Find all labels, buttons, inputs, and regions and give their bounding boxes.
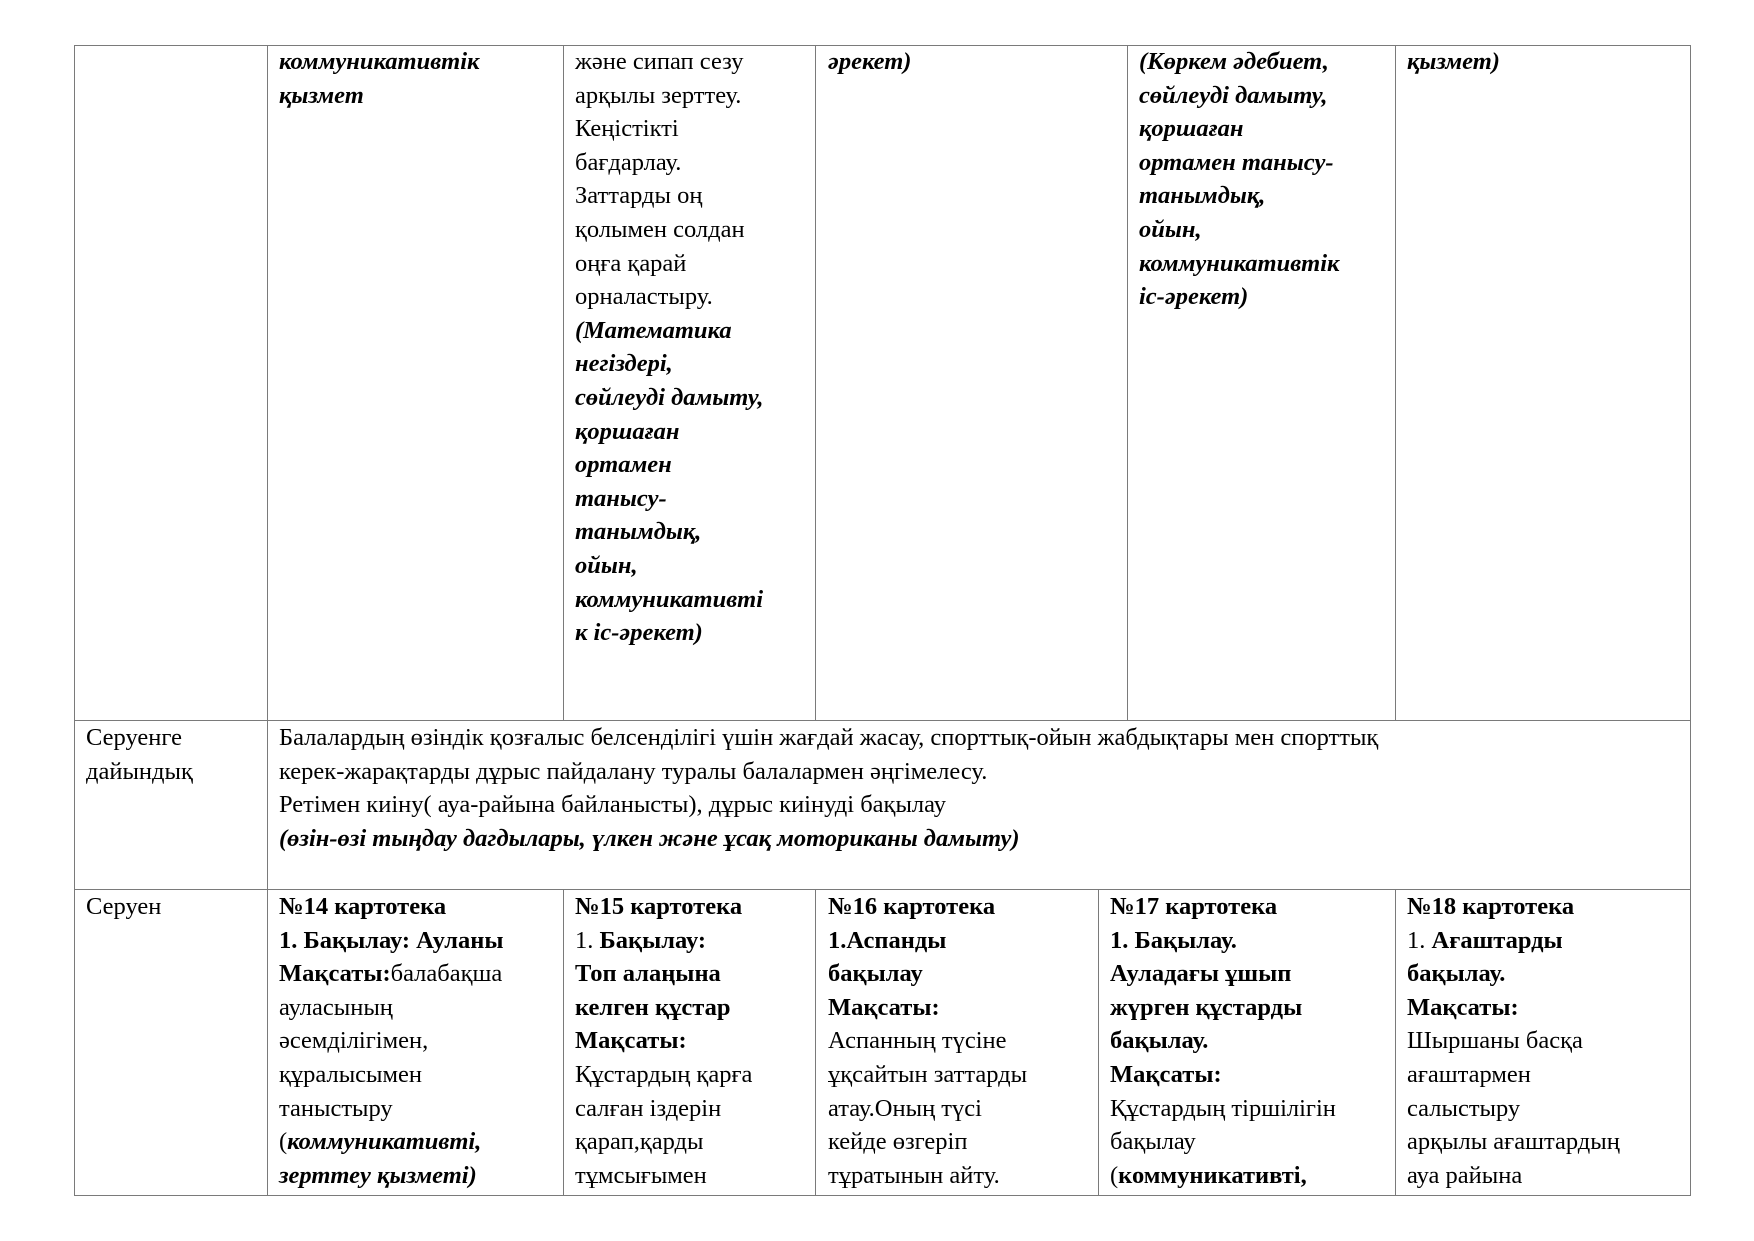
text-run: бақылау. — [1110, 1027, 1209, 1055]
text-run: ауласының — [279, 993, 393, 1021]
cell-line: Кеңістікті — [575, 115, 679, 143]
column-divider-3-bottom — [815, 889, 816, 1196]
cell-line: танысу- — [575, 484, 667, 512]
text-run: Мақсаты: — [279, 960, 391, 988]
text-run: №14 картотека — [279, 893, 447, 920]
text-run: кейде өзгеріп — [828, 1128, 968, 1156]
cell-line — [279, 1024, 504, 1058]
cell-line: (өзін-өзі тыңдау дагдылары, үлкен және ұсақ моториканы дамыту) — [279, 824, 1020, 852]
cell-line — [1407, 991, 1620, 1025]
text-run: Мақсаты: — [1110, 1060, 1222, 1088]
text-run: зерттеу қызметі) — [279, 1161, 477, 1189]
card-15-cell — [575, 890, 752, 1192]
text-run: жүрген құстарды — [1110, 993, 1303, 1021]
text-run: ауа райына — [1407, 1161, 1523, 1189]
text-run: 1. Бақылау: Ауланы — [279, 926, 504, 954]
cell-line — [828, 1058, 1027, 1092]
column-divider-2-top — [563, 45, 564, 721]
cell-line — [575, 991, 752, 1025]
column-divider-1 — [267, 45, 268, 1196]
row1-integration-cell — [1139, 45, 1339, 314]
table-border-left — [74, 45, 75, 1196]
text-run: ұқсайтын заттарды — [828, 1060, 1028, 1088]
cell-line — [1110, 890, 1336, 924]
text-run: коммуникативті, — [287, 1128, 482, 1156]
cell-line — [575, 1159, 752, 1193]
cell-line — [1407, 1058, 1620, 1092]
cell-line — [1110, 1159, 1336, 1193]
text-run: Мақсаты: — [1407, 993, 1519, 1021]
cell-line: арқылы зерттеу. — [575, 81, 742, 109]
text-run: бақылау — [828, 960, 923, 988]
cell-line — [828, 1092, 1027, 1126]
walk-label — [86, 890, 161, 924]
cell-line — [279, 890, 504, 924]
cell-line: ортамен — [575, 451, 672, 479]
text-run: Ағаштарды — [1431, 926, 1563, 954]
cell-line — [279, 1159, 504, 1193]
cell-line — [279, 1092, 504, 1126]
card-16-cell — [828, 890, 1027, 1192]
text-run: тұмсығымен — [575, 1161, 707, 1189]
cell-line — [1110, 1058, 1336, 1092]
cell-line: қызмет) — [1407, 48, 1500, 75]
card-14-cell — [279, 890, 504, 1192]
text-run: құралысымен — [279, 1060, 423, 1088]
text-run: №16 картотека — [828, 893, 996, 920]
cell-line — [1407, 890, 1620, 924]
cell-line: орналастыру. — [575, 283, 713, 311]
cell-line — [279, 957, 504, 991]
cell-line — [575, 957, 752, 991]
cell-line — [279, 1058, 504, 1092]
cell-line: ортамен танысу- — [1139, 148, 1334, 176]
cell-line: қоршаған — [1139, 115, 1244, 143]
column-divider-4-top — [1127, 45, 1128, 721]
cell-line: қоршаған — [575, 417, 680, 445]
row1-activity-end-cell — [828, 45, 911, 79]
walk-preparation-content — [279, 721, 1378, 855]
cell-line: (Математика — [575, 316, 732, 344]
cell-line: бағдарлау. — [575, 148, 682, 176]
cell-line — [575, 1058, 752, 1092]
text-run: бақылау — [1110, 1128, 1196, 1156]
text-run: әсемділігімен, — [279, 1027, 429, 1055]
text-run: Мақсаты: — [828, 993, 940, 1021]
cell-line — [1110, 1125, 1336, 1159]
cell-line — [1110, 1092, 1336, 1126]
cell-line: коммуникативтік — [1139, 249, 1340, 277]
text-run: ( — [1110, 1161, 1119, 1189]
cell-line — [279, 924, 504, 958]
text-run: қарап,қарды — [575, 1128, 704, 1156]
text-run: Аспанның түсіне — [828, 1027, 1007, 1055]
cell-line — [828, 924, 1027, 958]
cell-line: және сипап сезу — [575, 48, 744, 75]
text-run: тұратынын айту. — [828, 1161, 1000, 1189]
column-divider-4-bottom — [1098, 889, 1099, 1196]
cell-line — [1110, 1024, 1336, 1058]
cell-line — [828, 1159, 1027, 1193]
text-run: ( — [279, 1128, 288, 1156]
cell-line — [828, 1125, 1027, 1159]
cell-line: ойын, — [575, 551, 638, 579]
row1-activity-cell — [279, 45, 479, 112]
text-run: салған іздерін — [575, 1094, 722, 1122]
cell-line — [1110, 924, 1336, 958]
text-run: таныстыру — [279, 1094, 393, 1122]
cell-line — [575, 924, 752, 958]
cell-line — [575, 1125, 752, 1159]
text-run: №18 картотека — [1407, 893, 1575, 920]
text-run: Құстардың тіршілігін — [1110, 1094, 1336, 1122]
cell-line — [575, 1092, 752, 1126]
cell-line: Заттарды оң — [575, 182, 703, 210]
cell-line: коммуникативтік — [279, 48, 480, 75]
cell-line: коммуникативті — [575, 585, 764, 613]
column-divider-2-bottom — [563, 889, 564, 1196]
cell-line — [575, 1024, 752, 1058]
column-divider-5-top — [1395, 45, 1396, 721]
cell-line — [828, 1024, 1027, 1058]
column-divider-5-bottom — [1395, 889, 1396, 1196]
text-run: Шыршаны басқа — [1407, 1027, 1583, 1055]
cell-line: негіздері, — [575, 350, 673, 378]
row1-service-cell — [1407, 45, 1500, 79]
text-run: №17 картотека — [1110, 893, 1278, 920]
table-border-bottom — [74, 1195, 1691, 1196]
text-run: коммуникативті, — [1118, 1161, 1307, 1189]
cell-line: қызмет — [279, 81, 364, 109]
cell-line — [828, 957, 1027, 991]
walk-preparation-label — [86, 721, 193, 788]
cell-line: қолымен солдан — [575, 215, 745, 243]
text-run: Құстардың қарға — [575, 1060, 753, 1088]
cell-line — [1110, 957, 1336, 991]
walk-preparation-label-line: дайындық — [86, 757, 193, 785]
text-run: 1. — [1407, 926, 1432, 954]
cell-line: әрекет) — [828, 48, 912, 75]
text-run: балабақша — [390, 960, 503, 988]
cell-line: к іс-әрекет) — [575, 619, 703, 647]
cell-line — [1407, 1159, 1620, 1193]
cell-line: іс-әрекет) — [1139, 283, 1249, 311]
cell-line — [828, 890, 1027, 924]
text-run: 1. Бақылау. — [1110, 926, 1237, 954]
text-run: Ауладағы ұшып — [1110, 960, 1292, 988]
cell-line — [575, 890, 752, 924]
cell-line: керек-жарақтарды дұрыс пайдалану туралы балалармен әңгімелесу. — [279, 757, 988, 785]
text-run: келген құстар — [575, 993, 731, 1021]
text-run: Топ алаңына — [575, 960, 721, 988]
card-17-cell — [1110, 890, 1336, 1192]
card-18-cell — [1407, 890, 1620, 1192]
column-divider-3-top — [815, 45, 816, 721]
cell-line — [279, 1125, 504, 1159]
table-border-right — [1690, 45, 1691, 1196]
text-run: атау.Оның түсі — [828, 1094, 982, 1122]
text-run: арқылы ағаштардың — [1407, 1128, 1620, 1156]
cell-line: Балалардың өзіндік қозғалыс белсенділігі үшін жағдай жасау, спорттық-ойын жабдықтары мен спорттық — [279, 724, 1379, 751]
text-run: ағаштармен — [1407, 1060, 1531, 1088]
cell-line: танымдық, — [1139, 182, 1266, 210]
cell-line — [1407, 924, 1620, 958]
text-run: 1.Аспанды — [828, 926, 947, 954]
text-run: бақылау. — [1407, 960, 1506, 988]
cell-line — [1407, 1024, 1620, 1058]
cell-line — [1110, 991, 1336, 1025]
cell-line: сөйлеуді дамыту, — [575, 383, 764, 411]
cell-line: сөйлеуді дамыту, — [1139, 81, 1328, 109]
cell-line — [1407, 1092, 1620, 1126]
cell-line — [279, 991, 504, 1025]
row1-description-cell — [575, 45, 764, 650]
cell-line — [1407, 957, 1620, 991]
text-run: салыстыру — [1407, 1094, 1521, 1122]
text-run: 1. — [575, 926, 600, 954]
walk-label-line: Серуен — [86, 893, 162, 920]
cell-line: ойын, — [1139, 215, 1202, 243]
cell-line: Ретімен киіну( ауа-райына байланысты), дұрыс киінуді бақылау — [279, 791, 947, 819]
text-run: Мақсаты: — [575, 1027, 687, 1055]
walk-preparation-label-line: Серуенге — [86, 724, 182, 751]
cell-line — [828, 991, 1027, 1025]
cell-line: танымдық, — [575, 518, 702, 546]
text-run: №15 картотека — [575, 893, 743, 920]
cell-line: оңға қарай — [575, 249, 687, 277]
cell-line — [1407, 1125, 1620, 1159]
cell-line: (Көркем әдебиет, — [1139, 48, 1329, 75]
text-run: Бақылау: — [599, 926, 707, 954]
